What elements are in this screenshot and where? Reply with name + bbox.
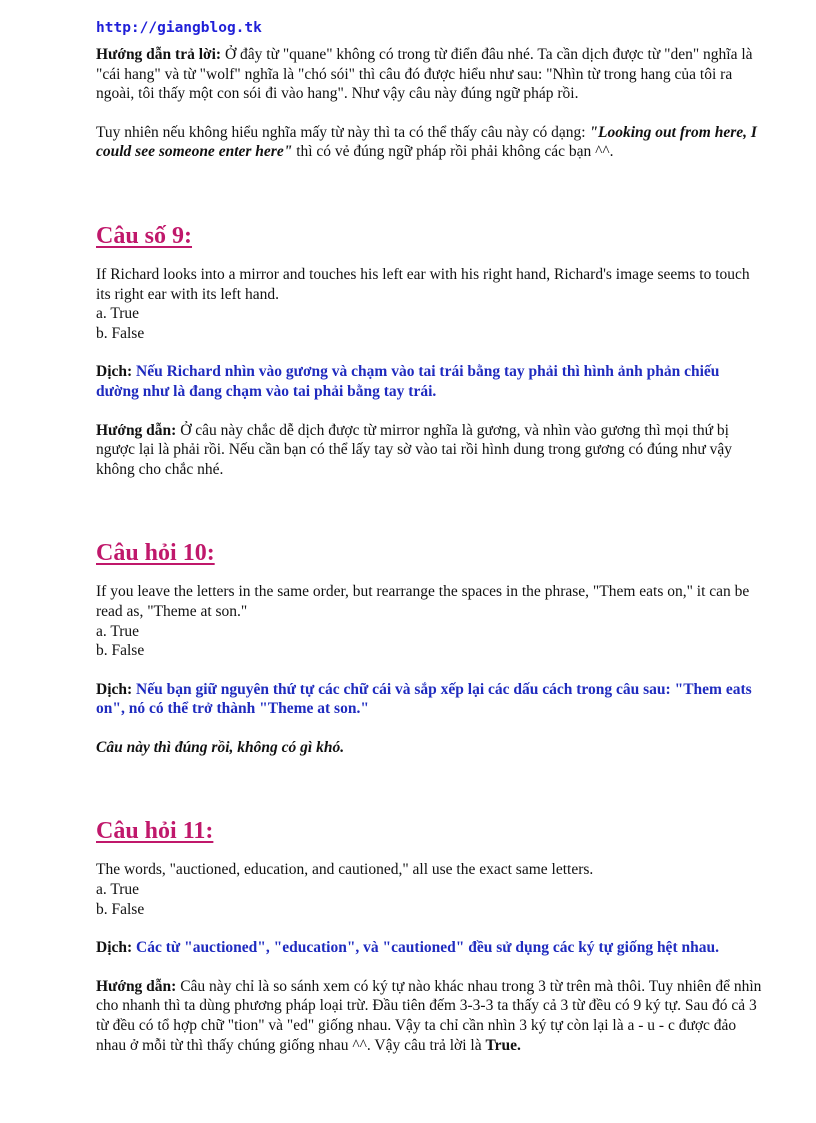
translate-label: Dịch: bbox=[96, 939, 133, 957]
translate-text: Nếu bạn giữ nguyên thứ tự các chữ cái và sắp xếp lại các dấu cách trong câu sau: "Them eats on", nó có thể trở thành "Theme at son." bbox=[96, 680, 752, 718]
document-page bbox=[96, 18, 762, 1074]
question-11-guide bbox=[96, 977, 762, 1055]
question-9-guide bbox=[96, 421, 762, 480]
question-11-translation bbox=[96, 938, 762, 958]
question-10-note: Câu này thì đúng rồi, không có gì khó. bbox=[96, 738, 345, 756]
translate-text: Các từ "auctioned", "education", và "cautioned" đều sử dụng các ký tự giống hệt nhau. bbox=[132, 939, 719, 957]
question-9-option-b: b. False bbox=[96, 324, 145, 342]
question-10-option-b: b. False bbox=[96, 642, 145, 660]
question-10-translation bbox=[96, 680, 762, 719]
guide-label: Hướng dẫn: bbox=[96, 421, 177, 439]
guide-answer: True. bbox=[485, 1036, 521, 1054]
translate-text: Nếu Richard nhìn vào gương và chạm vào tai trái bằng tay phải thì hình ảnh phản chiếu dường như là đang chạm vào tai phải bằng tay trái. bbox=[96, 363, 720, 400]
site-url-link[interactable]: http://giangblog.tk bbox=[96, 20, 262, 36]
answer-text: Ở đây từ "quane" không có trong từ điển đâu nhé. Ta cần dịch được từ "den" nghĩa là "cái hang" và từ "wolf" nghĩa là "chó sói" thì câu đó được hiểu như sau: "Nhìn từ trong hang của tôi ra ngoài, tôi thấy một con sói đi vào hang". Như vậy câu này đúng ngữ pháp rồi. bbox=[96, 46, 753, 103]
followup-end: thì có vẻ đúng ngữ pháp rồi phải không các bạn ^^. bbox=[292, 143, 614, 161]
translate-label: Dịch: bbox=[96, 363, 133, 381]
followup-quote: "Looking out from here, I could see someone enter here" bbox=[96, 123, 757, 161]
question-9-body bbox=[96, 265, 762, 343]
question-10-option-a: a. True bbox=[96, 622, 140, 640]
question-10-body bbox=[96, 582, 762, 660]
question-9-option-a: a. True bbox=[96, 305, 140, 323]
question-11-heading: Câu hỏi 11: bbox=[96, 818, 214, 845]
question-9-text: If Richard looks into a mirror and touches his left ear with his right hand, Richard's image seems to touch its right ear with its left hand. bbox=[96, 265, 750, 303]
question-9-translation bbox=[96, 362, 762, 401]
spacer bbox=[96, 181, 762, 221]
followup-text: Tuy nhiên nếu không hiểu nghĩa mấy từ này thì ta có thể thấy câu này có dạng: bbox=[96, 123, 590, 141]
answer-label: Hướng dẫn trả lời: bbox=[96, 46, 222, 63]
guide-label: Hướng dẫn: bbox=[96, 977, 177, 995]
question-11-option-b: b. False bbox=[96, 900, 145, 918]
spacer bbox=[96, 498, 762, 538]
question-11-option-a: a. True bbox=[96, 881, 140, 899]
question-11-text: The words, "auctioned, education, and cautioned," all use the exact same letters. bbox=[96, 861, 594, 879]
guide-text: Ở câu này chắc dễ dịch được từ mirror nghĩa là gương, và nhìn vào gương thì mọi thứ bị ngược lại là phải rồi. Nếu cần bạn có thể lấy tay sờ vào tai rồi hình dung trong gương có đúng như vậy không cho chắc nhé. bbox=[96, 421, 733, 478]
question-9-heading: Câu số 9: bbox=[96, 222, 193, 249]
translate-label: Dịch: bbox=[96, 680, 133, 698]
intro-answer-paragraph bbox=[96, 45, 762, 104]
question-10-heading: Câu hỏi 10: bbox=[96, 540, 215, 567]
guide-text: Câu này chỉ là so sánh xem có ký tự nào khác nhau trong 3 từ trên mà thôi. Tuy nhiên để nhìn cho nhanh thì ta dùng phương pháp loại trừ. Đầu tiên đếm 3-3-3 ta thấy cả 3 từ đều có 9 ký tự. Sau đó cả 3 từ đều có tổ hợp chữ "tion" và "ed" giống nhau. Vậy ta chỉ cần nhìn 3 ký tự còn lại là a - u - c được đảo nhau ở mỗi từ thì thấy chúng giống nhau ^^. Vậy câu trả lời là bbox=[96, 977, 762, 1054]
intro-followup-paragraph bbox=[96, 123, 762, 162]
spacer bbox=[96, 776, 762, 816]
question-10-text: If you leave the letters in the same order, but rearrange the spaces in the phrase, "Them eats on," it can be read as, "Theme at son." bbox=[96, 583, 750, 620]
question-11-body bbox=[96, 860, 762, 919]
